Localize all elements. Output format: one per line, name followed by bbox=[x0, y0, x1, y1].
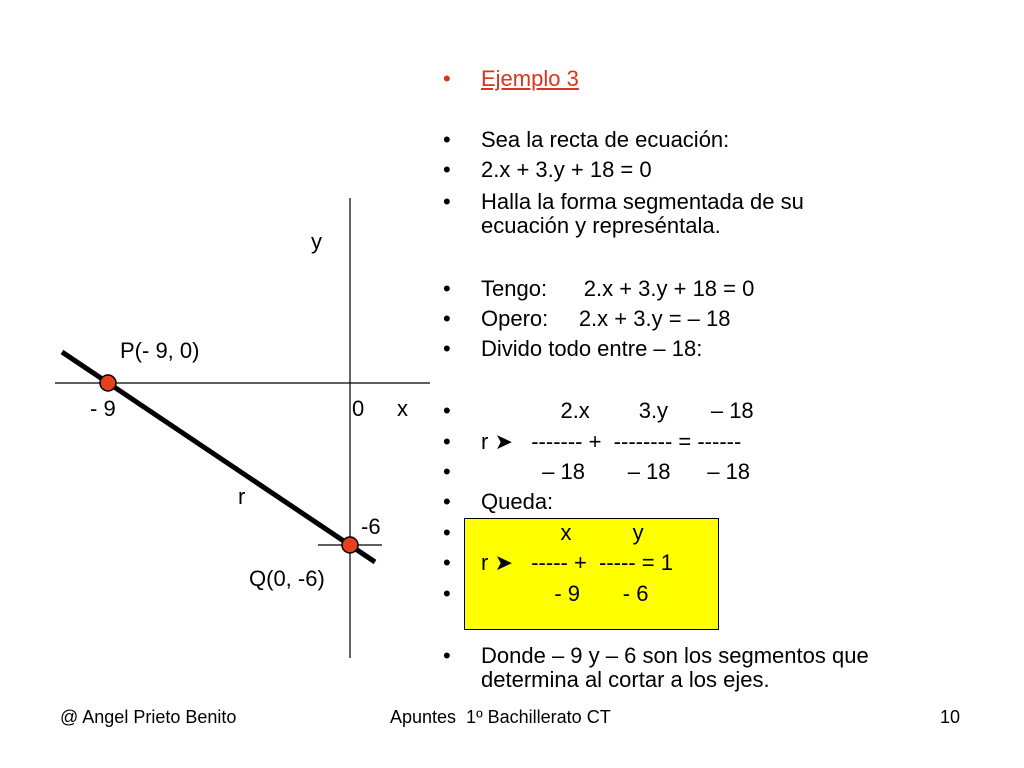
bullet: • bbox=[443, 66, 451, 91]
slide-title: Ejemplo 3 bbox=[481, 66, 579, 91]
point-p bbox=[100, 375, 116, 391]
text-line: 2.x + 3.y + 18 = 0 bbox=[481, 157, 652, 182]
footer-author: @ Angel Prieto Benito bbox=[60, 707, 237, 727]
bullet: • bbox=[443, 429, 451, 454]
result-denominators: - 9 - 6 bbox=[481, 581, 649, 606]
text-line: Halla la forma segmentada de su bbox=[481, 189, 804, 214]
result-fraction-bars: r ➤ ----- + ----- = 1 bbox=[481, 550, 673, 575]
bullet: • bbox=[443, 520, 451, 545]
fraction-bars: r ➤ ------- + -------- = ------ bbox=[481, 429, 742, 454]
bullet: • bbox=[443, 581, 451, 606]
text-line: Opero: 2.x + 3.y = – 18 bbox=[481, 306, 731, 331]
bullet: • bbox=[443, 398, 451, 423]
bullet: • bbox=[443, 550, 451, 575]
result-numerators: x y bbox=[481, 520, 644, 545]
page-number: 10 bbox=[940, 707, 961, 727]
text-line: Donde – 9 y – 6 son los segmentos que bbox=[481, 643, 869, 668]
text-line: Divido todo entre – 18: bbox=[481, 336, 703, 361]
text-line: determina al cortar a los ejes. bbox=[481, 667, 770, 692]
fraction-denominators: – 18 – 18 – 18 bbox=[481, 459, 751, 484]
fraction-numerators: 2.x 3.y – 18 bbox=[481, 398, 754, 423]
y-axis-label: y bbox=[311, 229, 322, 254]
point-q bbox=[342, 537, 358, 553]
origin-label: 0 bbox=[352, 396, 365, 421]
text-line: Queda: bbox=[481, 489, 554, 514]
x-axis-label: x bbox=[397, 396, 408, 421]
y-intercept-tick-label: -6 bbox=[361, 514, 381, 539]
bullet: • bbox=[443, 643, 451, 668]
bullet: • bbox=[443, 189, 451, 214]
text-line: Tengo: 2.x + 3.y + 18 = 0 bbox=[481, 276, 755, 301]
x-intercept-tick-label: - 9 bbox=[90, 396, 116, 421]
bullet: • bbox=[443, 336, 451, 361]
point-p-label: P(- 9, 0) bbox=[120, 338, 200, 363]
text-line: Sea la recta de ecuación: bbox=[481, 127, 730, 152]
bullet: • bbox=[443, 459, 451, 484]
bullet: • bbox=[443, 306, 451, 331]
line-r-label: r bbox=[238, 484, 246, 509]
footer-course: Apuntes 1º Bachillerato CT bbox=[390, 707, 611, 727]
point-q-label: Q(0, -6) bbox=[249, 566, 325, 591]
bullet: • bbox=[443, 157, 451, 182]
bullet: • bbox=[443, 276, 451, 301]
bullet: • bbox=[443, 127, 451, 152]
text-line: ecuación y represéntala. bbox=[481, 213, 721, 238]
bullet: • bbox=[443, 489, 451, 514]
